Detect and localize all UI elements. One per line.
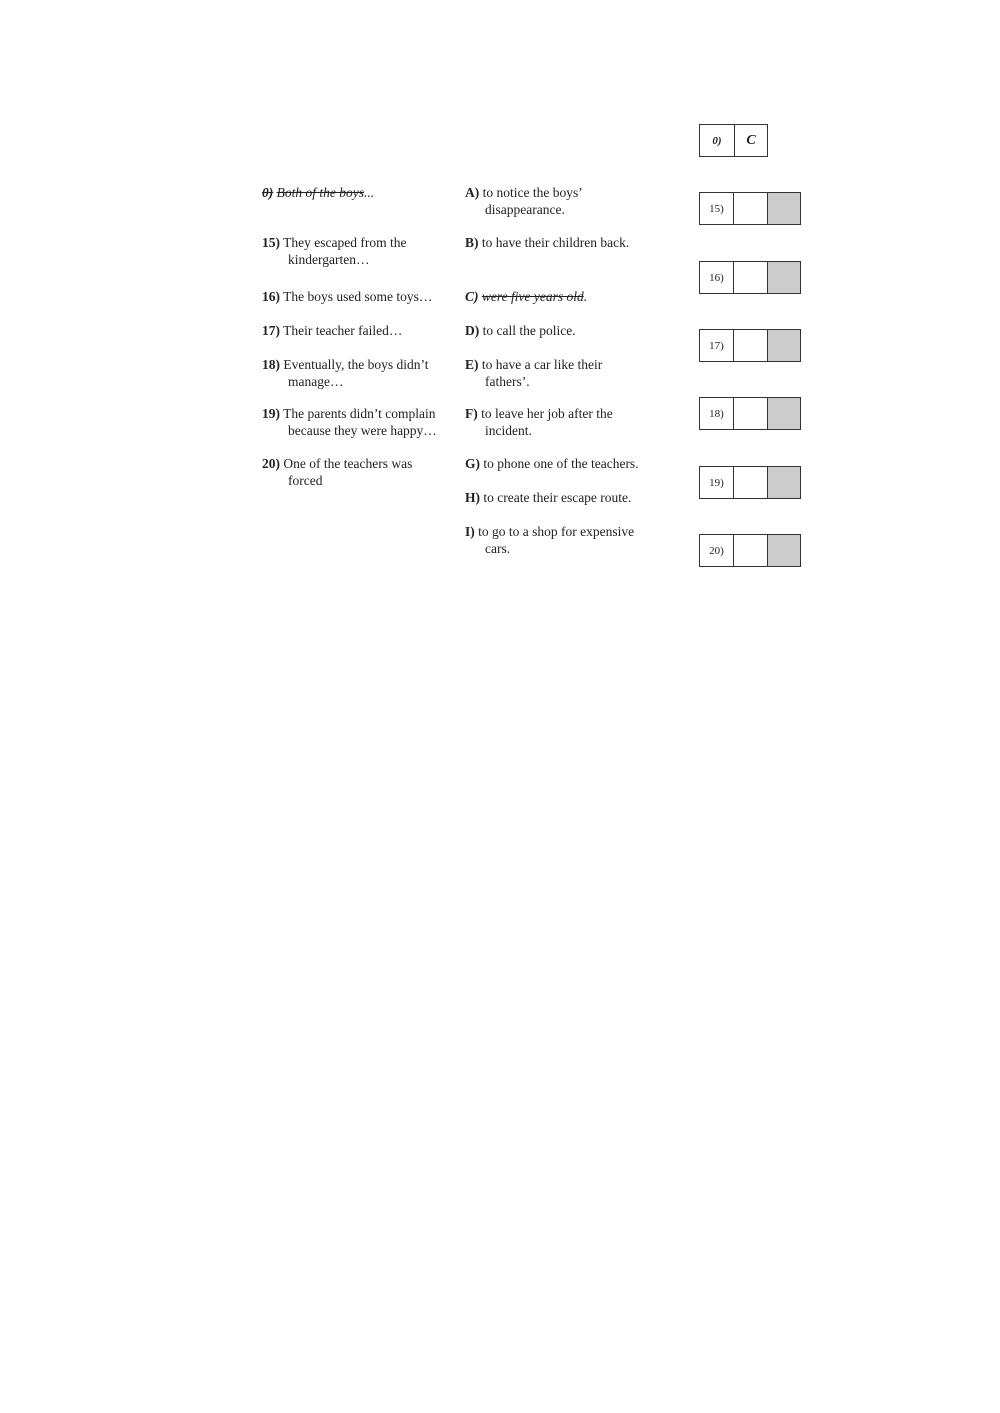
option-text-line1: to leave her job after the bbox=[481, 406, 613, 421]
answer-input-cell[interactable] bbox=[734, 467, 768, 498]
option-text-line2: disappearance. bbox=[485, 202, 565, 217]
stem-text-line1: The boys used some toys… bbox=[283, 289, 433, 304]
answer-box-label: 16) bbox=[700, 262, 734, 293]
stem-text-line1: Eventually, the boys didn’t bbox=[283, 357, 429, 372]
example-stem-number: 0) bbox=[262, 185, 274, 200]
stem-number: 15) bbox=[262, 235, 280, 250]
option-letter: E) bbox=[465, 357, 479, 372]
option-i bbox=[465, 523, 665, 557]
stem-number: 20) bbox=[262, 456, 280, 471]
answer-box-18 bbox=[699, 397, 801, 430]
option-text-line1: to create their escape route. bbox=[483, 490, 632, 505]
option-text-line1: to phone one of the teachers. bbox=[483, 456, 639, 471]
answer-box-17 bbox=[699, 329, 801, 362]
stem-number: 18) bbox=[262, 357, 280, 372]
stem-16 bbox=[262, 288, 452, 305]
stem-text-line1: Their teacher failed… bbox=[283, 323, 403, 338]
option-text-line1: were five years old bbox=[481, 289, 584, 304]
stem-17 bbox=[262, 322, 452, 339]
answer-input-cell[interactable] bbox=[734, 262, 768, 293]
answer-box-label: 18) bbox=[700, 398, 734, 429]
stem-text-line2: manage… bbox=[288, 374, 344, 389]
option-a bbox=[465, 184, 665, 218]
answer-input-cell[interactable] bbox=[734, 535, 768, 566]
option-text-line2: cars. bbox=[485, 541, 511, 556]
option-letter: H) bbox=[465, 490, 480, 505]
option-d bbox=[465, 322, 665, 339]
stem-text-line2: kindergarten… bbox=[288, 252, 370, 267]
option-text-line2: fathers’. bbox=[485, 374, 530, 389]
answer-box-label: 19) bbox=[700, 467, 734, 498]
option-suffix: . bbox=[583, 289, 588, 304]
answer-box-16 bbox=[699, 261, 801, 294]
option-e bbox=[465, 356, 665, 390]
option-f bbox=[465, 405, 665, 439]
answer-shaded-cell bbox=[768, 398, 800, 429]
option-letter: A) bbox=[465, 185, 480, 200]
answer-shaded-cell bbox=[768, 193, 800, 224]
option-letter: I) bbox=[465, 524, 475, 539]
option-letter: B) bbox=[465, 235, 479, 250]
answer-shaded-cell bbox=[768, 467, 800, 498]
option-text-line1: to notice the boys’ bbox=[482, 185, 583, 200]
stem-15 bbox=[262, 234, 452, 268]
stem-number: 19) bbox=[262, 406, 280, 421]
stem-19 bbox=[262, 405, 452, 439]
answer-box-20 bbox=[699, 534, 801, 567]
example-stem-text: Both of the boys bbox=[276, 185, 364, 200]
option-text-line1: to go to a shop for expensive bbox=[478, 524, 635, 539]
option-text-line1: to have a car like their bbox=[481, 357, 603, 372]
option-letter: C) bbox=[465, 289, 479, 304]
option-c-example bbox=[465, 288, 665, 305]
answer-box-label: 20) bbox=[700, 535, 734, 566]
example-answer-box bbox=[699, 124, 768, 157]
example-stem bbox=[262, 184, 452, 201]
stem-number: 16) bbox=[262, 289, 280, 304]
answer-input-cell[interactable] bbox=[734, 330, 768, 361]
answer-box-19 bbox=[699, 466, 801, 499]
example-answer-label: 0) bbox=[700, 125, 735, 156]
stem-text-line2: because they were happy… bbox=[288, 423, 437, 438]
stem-text-line1: One of the teachers was bbox=[283, 456, 413, 471]
option-h bbox=[465, 489, 665, 506]
example-stem-suffix: ... bbox=[364, 185, 375, 200]
option-g bbox=[465, 455, 665, 472]
stem-number: 17) bbox=[262, 323, 280, 338]
option-text-line1: to call the police. bbox=[482, 323, 576, 338]
answer-box-label: 17) bbox=[700, 330, 734, 361]
option-b bbox=[465, 234, 665, 251]
answer-shaded-cell bbox=[768, 262, 800, 293]
example-answer-value: C bbox=[746, 132, 756, 148]
option-letter: D) bbox=[465, 323, 480, 338]
stem-text-line1: They escaped from the bbox=[283, 235, 407, 250]
answer-box-15 bbox=[699, 192, 801, 225]
option-letter: G) bbox=[465, 456, 480, 471]
answer-shaded-cell bbox=[768, 330, 800, 361]
option-letter: F) bbox=[465, 406, 478, 421]
stem-18 bbox=[262, 356, 452, 390]
answer-input-cell[interactable] bbox=[734, 193, 768, 224]
stem-text-line1: The parents didn’t complain bbox=[283, 406, 436, 421]
stem-text-line2: forced bbox=[288, 473, 323, 488]
answer-input-cell[interactable] bbox=[734, 398, 768, 429]
answer-shaded-cell bbox=[768, 535, 800, 566]
option-text-line2: incident. bbox=[485, 423, 532, 438]
option-text-line1: to have their children back. bbox=[481, 235, 630, 250]
stem-20 bbox=[262, 455, 452, 489]
answer-box-label: 15) bbox=[700, 193, 734, 224]
